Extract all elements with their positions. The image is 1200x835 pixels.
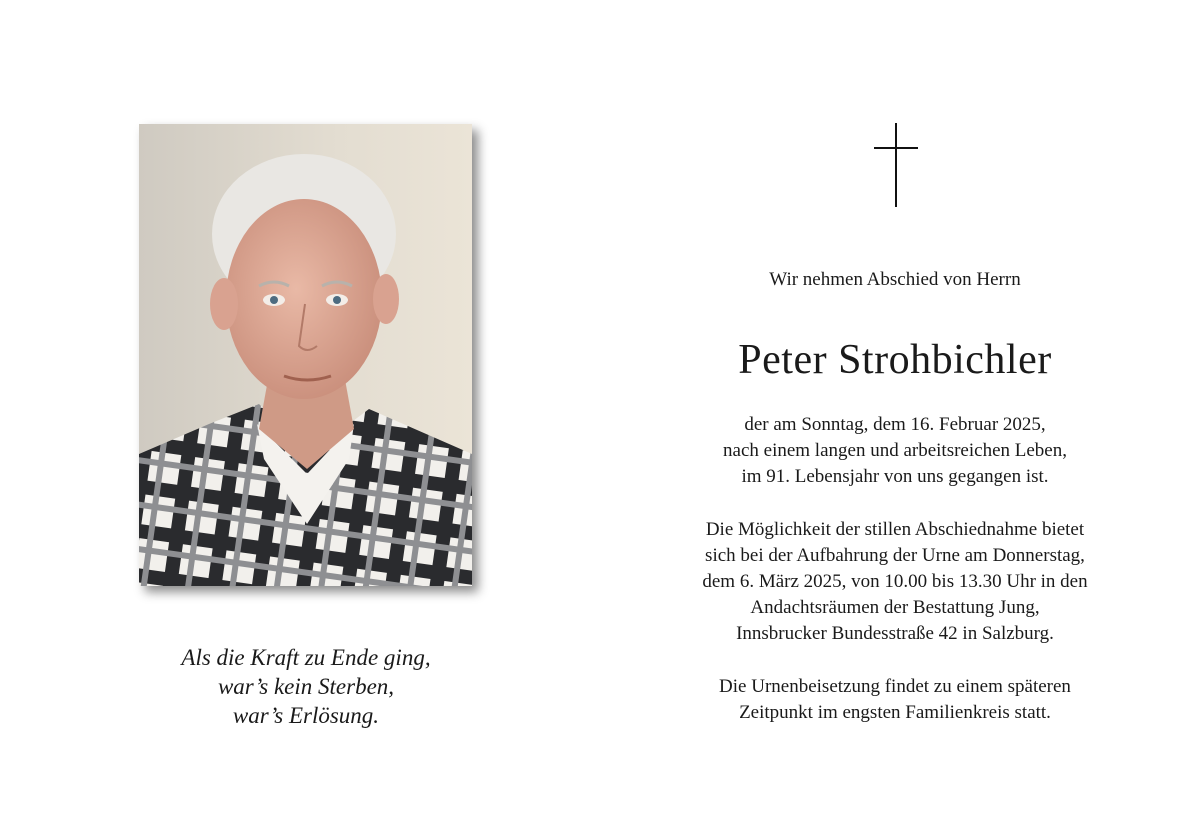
text-line: Innsbrucker Bundesstraße 42 in Salzburg. [736, 623, 1054, 644]
poem-line: war’s kein Sterben, [217, 674, 395, 699]
latin-cross-icon [874, 123, 918, 207]
text-line: Die Möglichkeit der stillen Abschiednahme bietet [705, 519, 1085, 540]
text-line: Andachtsräumen der Bestattung Jung, [750, 597, 1040, 618]
text-line: dem 6. März 2025, von 10.00 bis 13.30 Uhr in den [702, 571, 1088, 592]
farewell-paragraph [640, 517, 1150, 647]
portrait-photo [139, 124, 472, 586]
portrait-illustration [139, 124, 472, 586]
text-line: der am Sonntag, dem 16. Februar 2025, [744, 414, 1046, 435]
memorial-poem [100, 643, 512, 730]
text-line: nach einem langen und arbeitsreichen Leben, [723, 440, 1067, 461]
burial-paragraph [640, 674, 1150, 726]
text-line: Die Urnenbeisetzung findet zu einem späteren [719, 676, 1071, 697]
intro-text: Wir nehmen Abschied von Herrn [769, 269, 1021, 290]
text-line: im 91. Lebensjahr von uns gegangen ist. [741, 466, 1049, 487]
death-notice-paragraph [640, 412, 1150, 490]
deceased-name: Peter Strohbichler [738, 337, 1052, 383]
poem-line: war’s Erlösung. [232, 703, 380, 728]
text-line: sich bei der Aufbahrung der Urne am Donnerstag, [705, 545, 1085, 566]
poem-line: Als die Kraft zu Ende ging, [181, 645, 431, 670]
text-line: Zeitpunkt im engsten Familienkreis statt. [739, 702, 1051, 723]
